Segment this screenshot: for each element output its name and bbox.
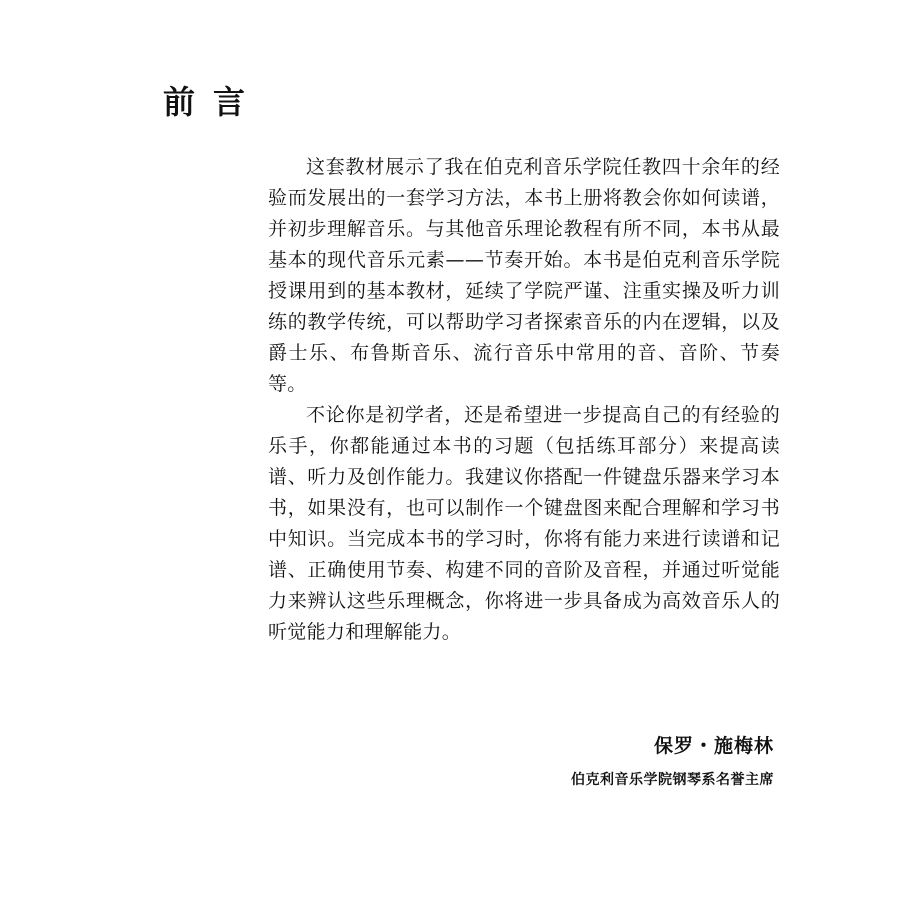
author-name: 保罗・施梅林 <box>653 735 774 757</box>
preface-paragraph-2: 不论你是初学者，还是希望进一步提高自己的有经验的乐手，你都能通过本书的习题（包括练耳部分）来提高读谱、听力及创作能力。我建议你搭配一件键盘乐器来学习本书，如果没有，也可以制作一个键盘图来配合理解和学习书中知识。当完成本书的学习时，你将有能力来进行读谱和记谱、正确使用节奏、构建不同的音阶及音程，并通过听觉能力来辨认这些乐理概念，你将进一步具备成为高效音乐人的听觉能力和理解能力。 <box>268 404 780 643</box>
preface-body <box>268 152 780 648</box>
page-title: 前言 <box>163 83 264 121</box>
signature-block <box>571 732 774 790</box>
author-title: 伯克利音乐学院钢琴系名誉主席 <box>571 772 774 788</box>
preface-paragraph-1: 这套教材展示了我在伯克利音乐学院任教四十余年的经验而发展出的一套学习方法，本书上册将教会你如何读谱，并初步理解音乐。与其他音乐理论教程有所不同，本书从最基本的现代音乐元素——节奏开始。本书是伯克利音乐学院授课用到的基本教材，延续了学院严谨、注重实操及听力训练的教学传统，可以帮助学习者探索音乐的内在逻辑，以及爵士乐、布鲁斯音乐、流行音乐中常用的音、音阶、节奏等。 <box>268 156 780 395</box>
